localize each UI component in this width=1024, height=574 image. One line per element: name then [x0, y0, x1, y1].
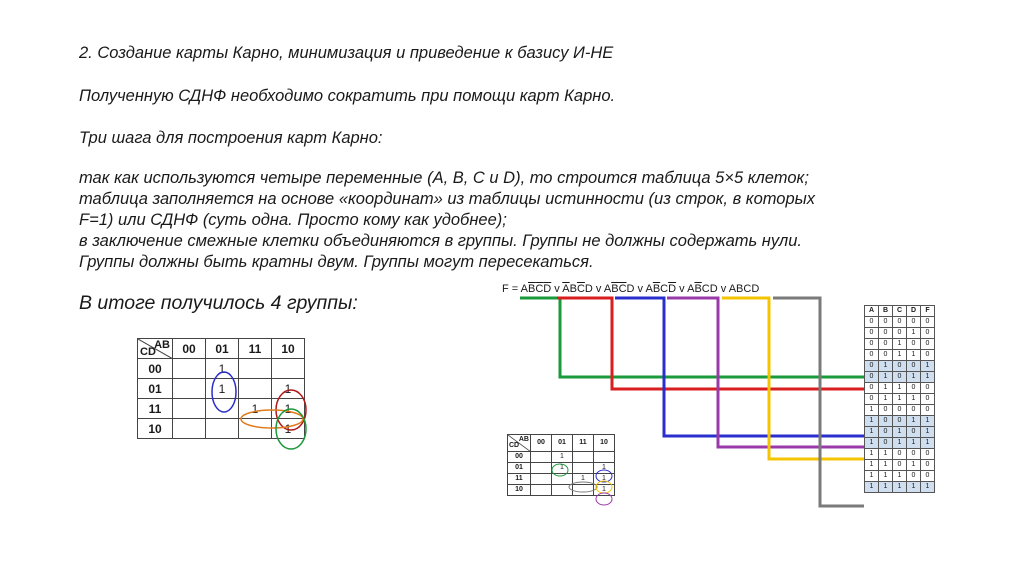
kmap-cell	[573, 463, 594, 474]
formula-literal: A	[728, 283, 737, 295]
truth-cell: 0	[893, 405, 907, 416]
col-header: 01	[206, 339, 239, 359]
step-line: F=1) или СДНФ (суть одна. Просто кому как удобнее);	[79, 211, 507, 229]
ab-label: AB	[154, 339, 170, 351]
truth-cell: 0	[879, 339, 893, 350]
truth-cell: 1	[893, 350, 907, 361]
truth-table	[864, 305, 935, 493]
row-header: 01	[138, 379, 173, 399]
kmap-cell: 1	[594, 463, 615, 474]
truth-cell: 0	[921, 383, 935, 394]
truth-cell: 0	[879, 405, 893, 416]
step-line: так как используются четыре переменные (A, B, C и D), то строится таблица 5×5 клеток;	[79, 169, 809, 187]
truth-cell: 0	[893, 317, 907, 328]
kmap-cell	[173, 379, 206, 399]
kmap-cell: 1	[594, 485, 615, 496]
kmap-cell	[573, 452, 594, 463]
karnaugh-map-small	[507, 434, 615, 496]
truth-cell: 0	[921, 471, 935, 482]
truth-cell: 1	[907, 482, 921, 493]
truth-cell: 0	[865, 361, 879, 372]
truth-cell: 1	[879, 449, 893, 460]
truth-cell: 0	[893, 361, 907, 372]
truth-cell: 1	[879, 394, 893, 405]
formula-prefix: F =	[502, 283, 521, 295]
kmap-cell	[173, 419, 206, 439]
intro-text: Полученную СДНФ необходимо сократить при помощи карт Карно.	[79, 87, 616, 105]
formula-literal: D	[626, 283, 635, 295]
truth-cell: 0	[921, 339, 935, 350]
formula-literal: A	[520, 283, 528, 295]
truth-cell: 1	[879, 482, 893, 493]
truth-cell: 0	[865, 328, 879, 339]
kmap-cell	[573, 485, 594, 496]
kmap-cell: 1	[206, 379, 239, 399]
truth-cell: 1	[921, 361, 935, 372]
formula-literal: A	[603, 283, 612, 295]
col-header: 00	[531, 435, 552, 452]
row-header: 10	[508, 485, 531, 496]
truth-row	[865, 372, 935, 383]
step-line: в заключение смежные клетки объединяются в группы. Группы не должны содержать нули.	[79, 232, 802, 250]
truth-header-cell: B	[879, 306, 893, 317]
truth-header-cell: A	[865, 306, 879, 317]
truth-cell: 0	[907, 405, 921, 416]
kmap-cell	[552, 474, 573, 485]
row-header: 11	[508, 474, 531, 485]
truth-cell: 1	[865, 482, 879, 493]
truth-cell: 1	[893, 383, 907, 394]
kmap-cell	[173, 399, 206, 419]
karnaugh-map-large	[137, 338, 305, 439]
truth-cell: 0	[907, 361, 921, 372]
formula-literal: $\overline{C}$	[535, 283, 544, 295]
truth-cell: 1	[865, 460, 879, 471]
kmap-cell	[206, 419, 239, 439]
truth-cell: 0	[907, 471, 921, 482]
truth-row	[865, 328, 935, 339]
truth-cell: 0	[921, 449, 935, 460]
col-header: 11	[573, 435, 594, 452]
step-line: Группы должны быть кратны двум. Группы могут пересекаться.	[79, 253, 594, 271]
connector-line-red	[557, 298, 864, 389]
truth-cell: 1	[907, 416, 921, 427]
kmap-cell	[531, 463, 552, 474]
truth-cell: 1	[865, 438, 879, 449]
truth-row	[865, 416, 935, 427]
truth-row	[865, 471, 935, 482]
truth-cell: 1	[893, 471, 907, 482]
kmap-cell	[531, 452, 552, 463]
sdnf-formula	[502, 283, 759, 295]
formula-literal: D	[584, 283, 593, 295]
col-header: 00	[173, 339, 206, 359]
truth-cell: 0	[893, 460, 907, 471]
kmap-cell: 1	[272, 399, 305, 419]
kmap-cell: 1	[206, 359, 239, 379]
truth-cell: 0	[907, 427, 921, 438]
kmap-cell: 1	[552, 452, 573, 463]
formula-literal: $\overline{A}$	[562, 283, 570, 295]
truth-cell: 0	[879, 416, 893, 427]
truth-cell: 1	[893, 438, 907, 449]
truth-cell: 1	[865, 416, 879, 427]
connector-line-green	[520, 298, 864, 377]
truth-cell: 1	[907, 328, 921, 339]
truth-row	[865, 405, 935, 416]
truth-cell: 0	[921, 350, 935, 361]
kmap-cell	[239, 419, 272, 439]
ab-label: AB	[518, 436, 529, 443]
formula-literal: A	[645, 283, 653, 295]
kmap-cell: 1	[594, 474, 615, 485]
truth-cell: 0	[879, 317, 893, 328]
truth-cell: 0	[893, 449, 907, 460]
truth-cell: 1	[921, 427, 935, 438]
formula-literal: B	[736, 283, 744, 295]
formula-literal: $\overline{B}$	[528, 283, 536, 295]
truth-header-row	[865, 306, 935, 317]
kmap-cell	[239, 379, 272, 399]
formula-literal: D	[709, 283, 718, 295]
truth-cell: 0	[893, 416, 907, 427]
formula-term	[729, 283, 760, 295]
kmap-corner	[138, 339, 173, 359]
truth-cell: 0	[907, 339, 921, 350]
truth-cell: 1	[893, 482, 907, 493]
col-header: 10	[594, 435, 615, 452]
row-header: 00	[508, 452, 531, 463]
kmap-corner	[508, 435, 531, 452]
formula-literal: $\overline{B}$	[611, 283, 619, 295]
formula-or: v	[551, 283, 563, 295]
truth-cell: 0	[893, 328, 907, 339]
truth-cell: 1	[865, 449, 879, 460]
formula-literal: $\overline{D}$	[543, 283, 552, 295]
formula-or: v	[592, 283, 604, 295]
truth-cell: 1	[879, 361, 893, 372]
connector-line-blue	[615, 298, 864, 436]
formula-literal: $\overline{B}$	[652, 283, 661, 295]
truth-cell: 0	[921, 394, 935, 405]
truth-cell: 0	[879, 350, 893, 361]
truth-row	[865, 394, 935, 405]
col-header: 11	[239, 339, 272, 359]
truth-cell: 0	[879, 427, 893, 438]
truth-header-cell: D	[907, 306, 921, 317]
truth-cell: 1	[879, 460, 893, 471]
truth-cell: 1	[907, 372, 921, 383]
row-header: 11	[138, 399, 173, 419]
row-header: 10	[138, 419, 173, 439]
row-header: 00	[138, 359, 173, 379]
truth-cell: 0	[907, 317, 921, 328]
truth-cell: 1	[907, 460, 921, 471]
truth-cell: 1	[921, 438, 935, 449]
truth-cell: 1	[879, 471, 893, 482]
connector-line-yellow	[722, 298, 864, 459]
truth-row	[865, 427, 935, 438]
row-header: 01	[508, 463, 531, 474]
formula-term	[687, 283, 718, 295]
truth-row	[865, 350, 935, 361]
truth-cell: 1	[879, 372, 893, 383]
kmap-cell	[531, 474, 552, 485]
formula-literal: C	[660, 283, 669, 295]
kmap-cell	[239, 359, 272, 379]
truth-cell: 0	[893, 372, 907, 383]
formula-literal: $\overline{C}$	[576, 283, 585, 295]
truth-row	[865, 339, 935, 350]
formula-literal: $\overline{C}$	[618, 283, 627, 295]
col-header: 10	[272, 339, 305, 359]
heading: 2. Создание карты Карно, минимизация и приведение к базису И-НЕ	[79, 44, 614, 62]
kmap-cell	[552, 485, 573, 496]
truth-row	[865, 449, 935, 460]
truth-row	[865, 317, 935, 328]
truth-cell: 0	[879, 328, 893, 339]
truth-cell: 0	[921, 328, 935, 339]
truth-cell: 1	[865, 427, 879, 438]
col-header: 01	[552, 435, 573, 452]
truth-cell: 1	[907, 394, 921, 405]
truth-cell: 0	[865, 350, 879, 361]
formula-term	[604, 283, 635, 295]
formula-literal: $\overline{D}$	[668, 283, 677, 295]
formula-literal: A	[687, 283, 695, 295]
truth-cell: 0	[865, 383, 879, 394]
truth-row	[865, 438, 935, 449]
steps-text	[79, 168, 815, 273]
truth-row	[865, 383, 935, 394]
kmap-cell	[272, 359, 305, 379]
truth-cell: 0	[865, 372, 879, 383]
formula-term	[645, 283, 676, 295]
connector-line-purple	[667, 298, 864, 447]
truth-cell: 1	[879, 383, 893, 394]
result-text: В итоге получилось 4 группы:	[79, 292, 358, 314]
formula-literal: B	[569, 283, 577, 295]
formula-literal: C	[743, 283, 752, 295]
formula-literal: $\overline{B}$	[694, 283, 702, 295]
formula-term	[562, 283, 593, 295]
steps-title: Три шага для построения карт Карно:	[79, 129, 383, 147]
truth-row	[865, 482, 935, 493]
step-line: таблица заполняется на основе «координат» из таблицы истинности (из строк, в которых	[79, 190, 816, 208]
cd-label: CD	[509, 442, 520, 449]
formula-or: v	[634, 283, 646, 295]
truth-cell: 0	[865, 394, 879, 405]
truth-cell: 0	[907, 383, 921, 394]
truth-row	[865, 361, 935, 372]
truth-row	[865, 460, 935, 471]
kmap-cell	[594, 452, 615, 463]
formula-literal: C	[701, 283, 710, 295]
formula-literal: D	[751, 283, 760, 295]
formula-or: v	[717, 283, 729, 295]
truth-cell: 0	[879, 438, 893, 449]
truth-cell: 1	[921, 416, 935, 427]
kmap-cell	[531, 485, 552, 496]
kmap-cell	[206, 399, 239, 419]
kmap-cell: 1	[239, 399, 272, 419]
truth-cell: 0	[865, 317, 879, 328]
truth-cell: 0	[865, 339, 879, 350]
truth-cell: 0	[921, 460, 935, 471]
truth-cell: 1	[921, 372, 935, 383]
truth-header-cell: F	[921, 306, 935, 317]
truth-cell: 0	[921, 405, 935, 416]
truth-cell: 1	[865, 471, 879, 482]
truth-cell: 1	[907, 350, 921, 361]
formula-term	[521, 283, 552, 295]
truth-cell: 1	[921, 482, 935, 493]
truth-cell: 1	[907, 438, 921, 449]
connector-line-gray	[773, 298, 864, 506]
truth-cell: 1	[865, 405, 879, 416]
truth-cell: 1	[893, 394, 907, 405]
kmap-cell: 1	[272, 419, 305, 439]
truth-cell: 1	[893, 339, 907, 350]
truth-cell: 1	[893, 427, 907, 438]
cd-label: CD	[140, 346, 156, 358]
kmap-cell: 1	[552, 463, 573, 474]
formula-or: v	[676, 283, 688, 295]
kmap-cell: 1	[272, 379, 305, 399]
truth-cell: 0	[907, 449, 921, 460]
kmap-cell: 1	[573, 474, 594, 485]
truth-cell: 0	[921, 317, 935, 328]
kmap-cell	[173, 359, 206, 379]
truth-header-cell: C	[893, 306, 907, 317]
